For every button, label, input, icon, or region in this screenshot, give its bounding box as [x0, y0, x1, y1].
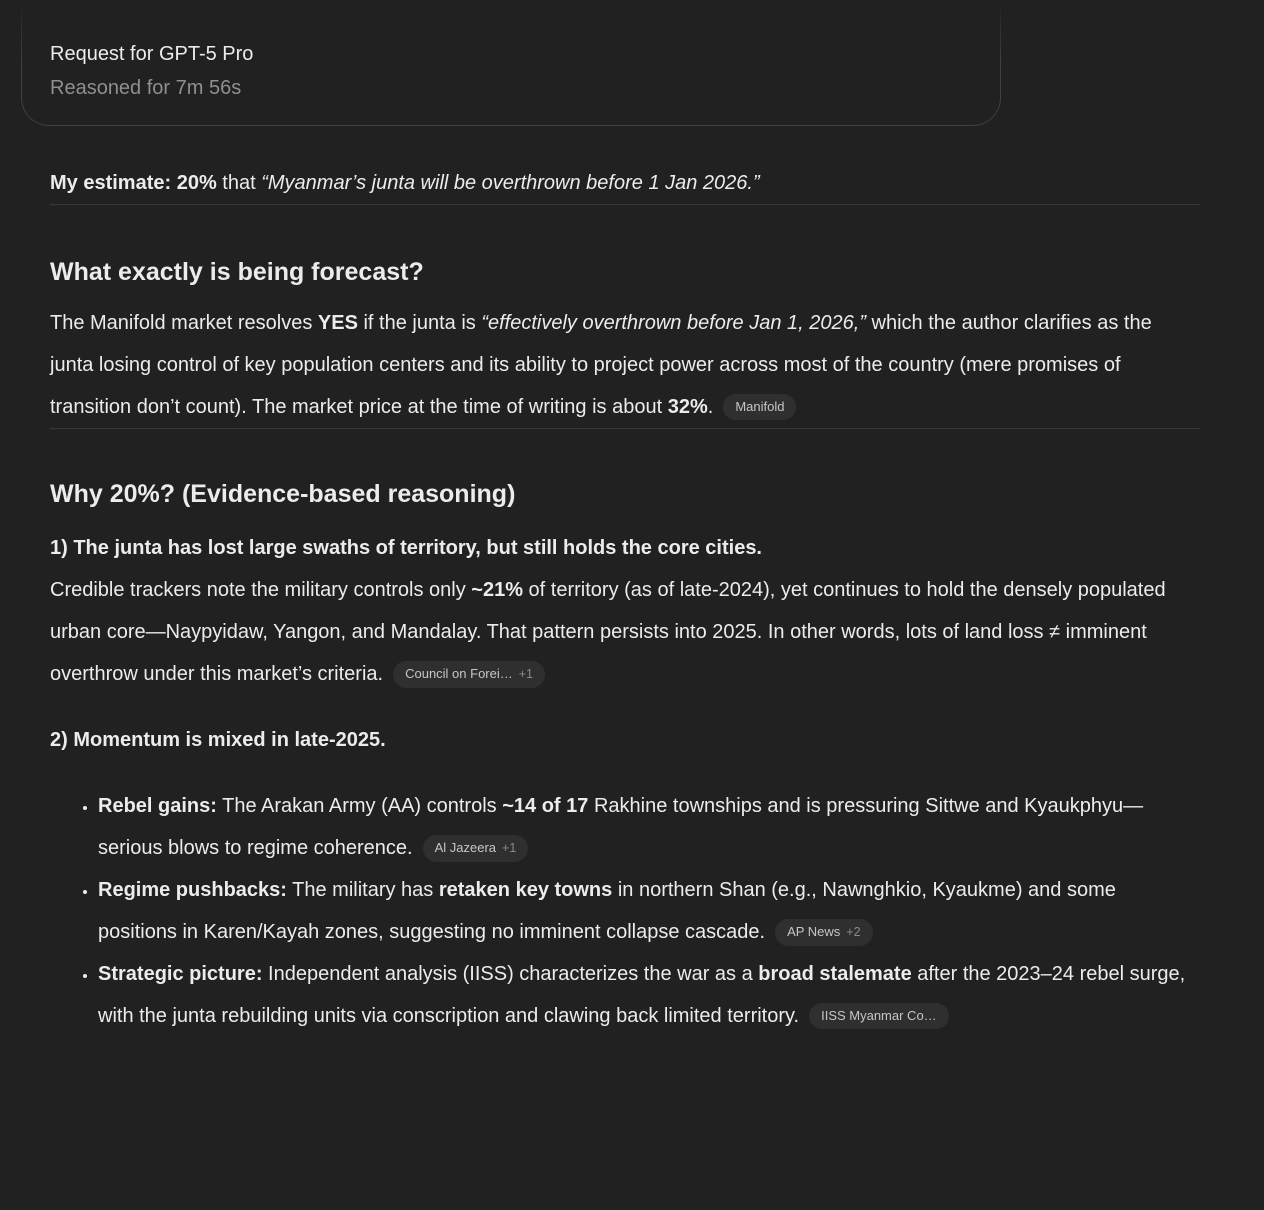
citation-label: Al Jazeera — [434, 840, 497, 855]
assistant-response — [50, 162, 1200, 1037]
point-1-lead: 1) The junta has lost large swaths of territory, but still holds the core cities. — [50, 537, 762, 559]
text-segment: retaken key towns — [438, 879, 613, 901]
text-segment: YES — [317, 312, 358, 334]
text-segment: The Arakan Army (AA) controls — [216, 795, 503, 817]
bullet-lead: Strategic picture: — [98, 963, 263, 985]
territory-share-value: ~21% — [471, 579, 523, 601]
estimate-value: My estimate: 20% — [50, 172, 217, 194]
text-segment: if the junta is — [357, 312, 482, 334]
request-summary-card[interactable] — [21, 0, 1001, 126]
divider — [50, 428, 1200, 429]
bullet-lead: Regime pushbacks: — [98, 879, 287, 901]
text-segment: The military has — [286, 879, 439, 901]
text-segment: The Manifold market resolves — [50, 312, 318, 334]
citation-pill-council-on-foreign-relations[interactable] — [393, 661, 545, 688]
citation-label: AP News — [787, 924, 841, 939]
text-segment: Rakhine townships and is pressuring Sittwe and Kyaukphyu—serious blows to regime coherence. — [98, 795, 1144, 859]
text-segment: of territory (as of late-2024), yet continues to hold the densely populated urban core—Naypyidaw, Yangon, and Mandalay. That pattern persists into 2025. In other words, lots of land loss ≠ imminent overthrow under this market’s criteria. — [50, 579, 1166, 685]
citation-more-count: +2 — [846, 925, 861, 939]
text-segment: after the 2023–24 rebel surge, with the junta rebuilding units via conscription and clawing back limited territory. — [98, 963, 1186, 1027]
text-segment: which the author clarifies as the junta losing control of key population centers and its ability to project power across most of the country (mere promises of transition don’t count). The market price at the time of writing is about — [50, 312, 1152, 418]
resolution-quote: “effectively overthrown before Jan 1, 2026,” — [481, 312, 866, 334]
citation-label: Manifold — [735, 399, 785, 414]
townships-value: ~14 of 17 — [502, 795, 589, 817]
citation-more-count: +1 — [518, 667, 534, 681]
estimate-line — [50, 162, 1200, 204]
list-item-strategic-picture — [98, 953, 1200, 1037]
citation-label: Council on Forei… — [405, 666, 513, 681]
request-card-title: Request for GPT-5 Pro — [50, 43, 254, 65]
list-item-regime-pushbacks — [98, 869, 1200, 953]
market-question-quote: “Myanmar’s junta will be overthrown before 1 Jan 2026.” — [261, 172, 760, 194]
citation-more-count: +1 — [502, 841, 517, 855]
text-segment: . — [707, 396, 714, 418]
text-segment: broad stalemate — [758, 963, 912, 985]
bullet-lead: Rebel gains: — [98, 795, 217, 817]
divider — [50, 204, 1200, 205]
momentum-bullet-list — [50, 785, 1200, 1037]
section-heading-why-20: Why 20%? (Evidence-based reasoning) — [50, 480, 516, 508]
text-segment: Credible trackers note the military controls only — [50, 579, 472, 601]
citation-pill-manifold[interactable] — [723, 394, 796, 420]
citation-label: IISS Myanmar Co… — [821, 1008, 937, 1023]
section-heading-what-forecast: What exactly is being forecast? — [50, 258, 424, 286]
estimate-connector: that — [216, 172, 262, 194]
text-segment: Independent analysis (IISS) characterizes the war as a — [262, 963, 759, 985]
reasoning-duration: Reasoned for 7m 56s — [50, 77, 242, 99]
why-point-1 — [50, 527, 1200, 695]
text-segment: in northern Shan (e.g., Nawnghkio, Kyaukme) and some positions in Karen/Kayah zones, suggesting no imminent collapse cascade. — [98, 879, 1116, 943]
citation-pill-al-jazeera[interactable] — [423, 835, 529, 862]
why-point-2-lead: 2) Momentum is mixed in late-2025. — [50, 729, 386, 751]
list-item-rebel-gains — [98, 785, 1200, 869]
what-forecast-paragraph — [50, 302, 1200, 428]
citation-pill-iiss-myanmar[interactable] — [809, 1003, 949, 1029]
citation-pill-ap-news[interactable] — [775, 919, 873, 946]
market-price-value: 32% — [667, 396, 708, 418]
